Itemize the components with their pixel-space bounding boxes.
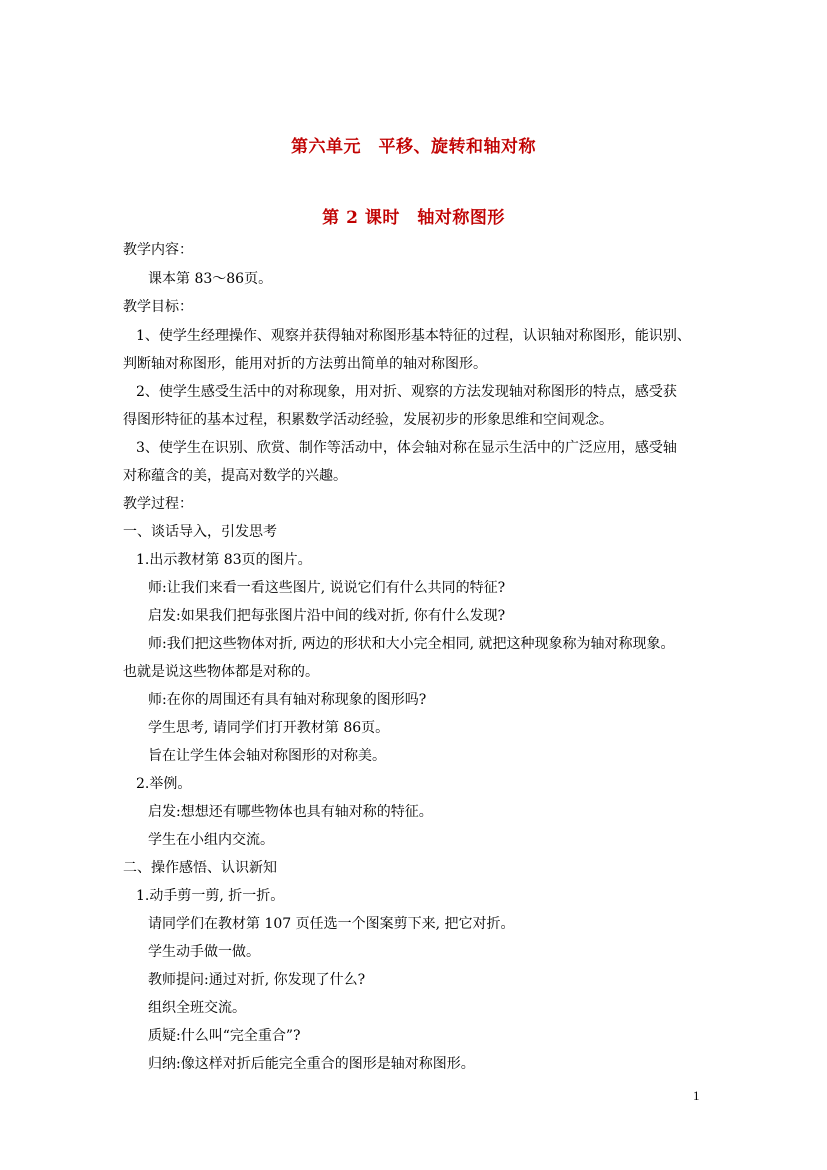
section-2-text-5: 质疑:什么叫“完全重合”?	[148, 1028, 301, 1044]
unit-title: 第六单元 平移、旋转和轴对称	[291, 137, 536, 157]
goal-3-line-2: 对称蕴含的美，提高对数学的兴趣。	[123, 468, 347, 484]
section-1-item-2: 2.举例。	[136, 776, 192, 792]
teaching-content-label: 教学内容：	[123, 242, 193, 258]
section-2-title: 二、操作感悟、认识新知	[123, 860, 277, 876]
section-1-text-7: 启发:想想还有哪些物体也具有轴对称的特征。	[148, 804, 433, 820]
goal-1-line-2: 判断轴对称图形，能用对折的方法剪出简单的轴对称图形。	[123, 356, 487, 372]
section-1-text-1: 师:让我们来看一看这些图片, 说说它们有什么共同的特征?	[148, 580, 506, 596]
process-label: 教学过程：	[123, 496, 193, 512]
goal-2-line-1: 2、使学生感受生活中的对称现象，用对折、观察的方法发现轴对称图形的特点，感受获	[136, 384, 677, 400]
section-1-text-3-line-2: 也就是说这些物体都是对称的。	[123, 664, 319, 680]
section-2-text-1: 请同学们在教材第 107 页任选一个图案剪下来, 把它对折。	[148, 916, 515, 932]
section-2-item-1: 1.动手剪一剪, 折一折。	[136, 888, 285, 904]
section-2-text-4: 组织全班交流。	[148, 1000, 246, 1016]
section-1-text-4: 师:在你的周围还有具有轴对称现象的图形吗?	[148, 692, 427, 708]
section-2-text-3: 教师提问:通过对折, 你发现了什么?	[148, 972, 366, 988]
section-2-text-2: 学生动手做一做。	[148, 944, 260, 960]
lesson-title: 第 2 课时 轴对称图形	[322, 208, 505, 228]
section-1-text-5: 学生思考, 请同学们打开教材第 86页。	[148, 720, 390, 736]
section-2-text-6: 归纳:像这样对折后能完全重合的图形是轴对称图形。	[148, 1056, 475, 1072]
goal-3-line-1: 3、使学生在识别、欣赏、制作等活动中，体会轴对称在显示生活中的广泛应用，感受轴	[136, 440, 677, 456]
goal-2-line-2: 得图形特征的基本过程，积累数学活动经验，发展初步的形象思维和空间观念。	[123, 412, 613, 428]
textbook-pages-text: 课本第 83～86页。	[148, 271, 273, 287]
page-number: 1	[693, 1088, 700, 1103]
section-1-text-8: 学生在小组内交流。	[148, 832, 274, 848]
section-1-item-1: 1.出示教材第 83页的图片。	[136, 552, 312, 568]
section-1-text-6: 旨在让学生体会轴对称图形的对称美。	[148, 748, 386, 764]
goal-1-line-1: 1、使学生经理操作、观察并获得轴对称图形基本特征的过程，认识轴对称图形，能识别、	[136, 328, 691, 344]
section-1-text-2: 启发:如果我们把每张图片沿中间的线对折, 你有什么发现?	[148, 608, 506, 624]
section-1-title: 一、谈话导入，引发思考	[123, 524, 277, 540]
section-1-text-3-line-1: 师:我们把这些物体对折, 两边的形状和大小完全相同, 就把这种现象称为轴对称现象。	[148, 636, 675, 652]
goals-label: 教学目标：	[123, 299, 193, 315]
